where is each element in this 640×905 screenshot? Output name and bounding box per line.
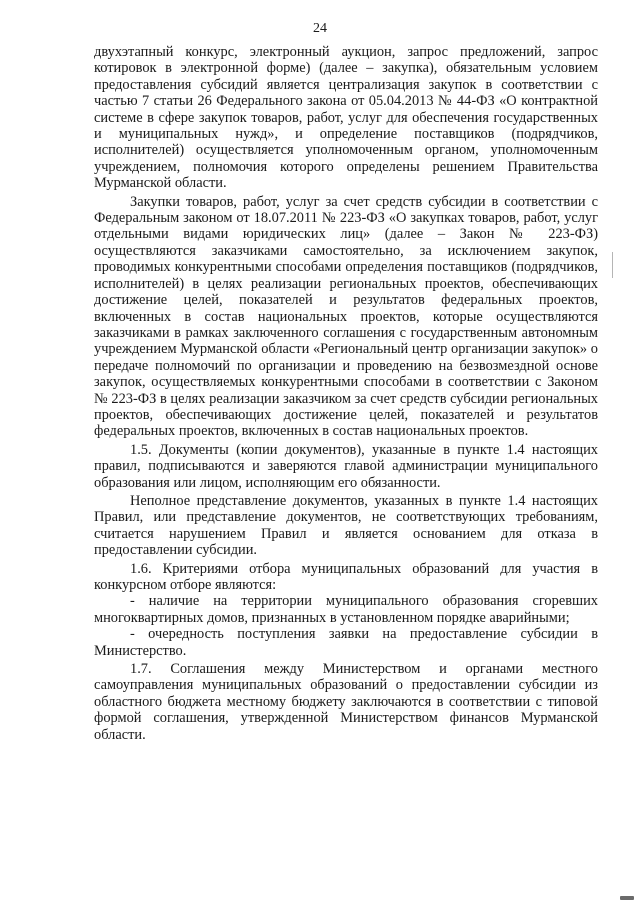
- scan-artifact-dot: [620, 896, 634, 900]
- paragraph-incomplete-documents: Неполное представление документов, указанных в пункте 1.4 настоящих Правил, или представление документов, не соответствующих требованиям, считается нарушением Правил и является основанием для отказа в предоставлении субсидии.: [94, 492, 598, 559]
- page-number: 24: [313, 21, 327, 36]
- document-body: [94, 44, 598, 743]
- paragraph-1-7-agreements: 1.7. Соглашения между Министерством и органами местного самоуправления муниципальных образований о предоставлении субсидии из областного бюджета местному бюджету заключаются в соответствии с типовой формой соглашения, утвержденной Министерством финансов Мурманской области.: [94, 661, 598, 743]
- paragraph-continuation: двухэтапный конкурс, электронный аукцион, запрос предложений, запрос котировок в электронной форме) (далее – закупка), обязательным условием предоставления субсидий является централизация закупок в соответствии с частью 7 статьи 26 Федерального закона от 05.04.2013 № 44-ФЗ «О контрактной системе в сфере закупок товаров, работ, услуг для обеспечения государственных и муниципальных нужд», и определение поставщиков (подрядчиков, исполнителей) осуществляется уполномоченным органом, уполномоченным учреждением, полномочия которого определены решением Правительства Мурманской области.: [94, 44, 598, 192]
- criteria-item-burned-houses: - наличие на территории муниципального образования сгоревших многоквартирных домов, признанных в установленном порядке аварийными;: [94, 593, 598, 626]
- paragraph-procurement-223fz: Закупки товаров, работ, услуг за счет средств субсидии в соответствии с Федеральным законом от 18.07.2011 № 223-ФЗ «О закупках товаров, работ, услуг отдельными видами юридических лиц» (далее – Закон № 223-ФЗ) осуществляются заказчиками самостоятельно, за исключением закупок, проводимых конкурентными способами определения поставщиков (подрядчиков, исполнителей) в целях реализации региональных проектов, обеспечивающих достижение целей, показателей и результатов федеральных проектов, включенных в состав национальных проектов, которые осуществляются заказчиками в рамках заключенного соглашения с государственным автономным учреждением Мурманской области «Региональный центр организации закупок» о передаче полномочий по организации и проведению на безвозмездной основе закупок, осуществляемых конкурентными способами в соответствии с Законом № 223-ФЗ в целях реализации заказчиком за счет средств субсидии региональных проектов, обеспечивающих достижение целей, показателей и результатов федеральных проектов, включенных в состав национальных проектов.: [94, 193, 598, 440]
- criteria-item-application-order: - очередность поступления заявки на предоставление субсидии в Министерство.: [94, 626, 598, 659]
- scan-artifact-line: [612, 252, 613, 278]
- paragraph-1-6-criteria: 1.6. Критериями отбора муниципальных образований для участия в конкурсном отборе являются:: [94, 560, 598, 593]
- paragraph-1-5-documents: 1.5. Документы (копии документов), указанные в пункте 1.4 настоящих правил, подписываются и заверяются главой администрации муниципального образования или лицом, исполняющим его обязанности.: [94, 441, 598, 491]
